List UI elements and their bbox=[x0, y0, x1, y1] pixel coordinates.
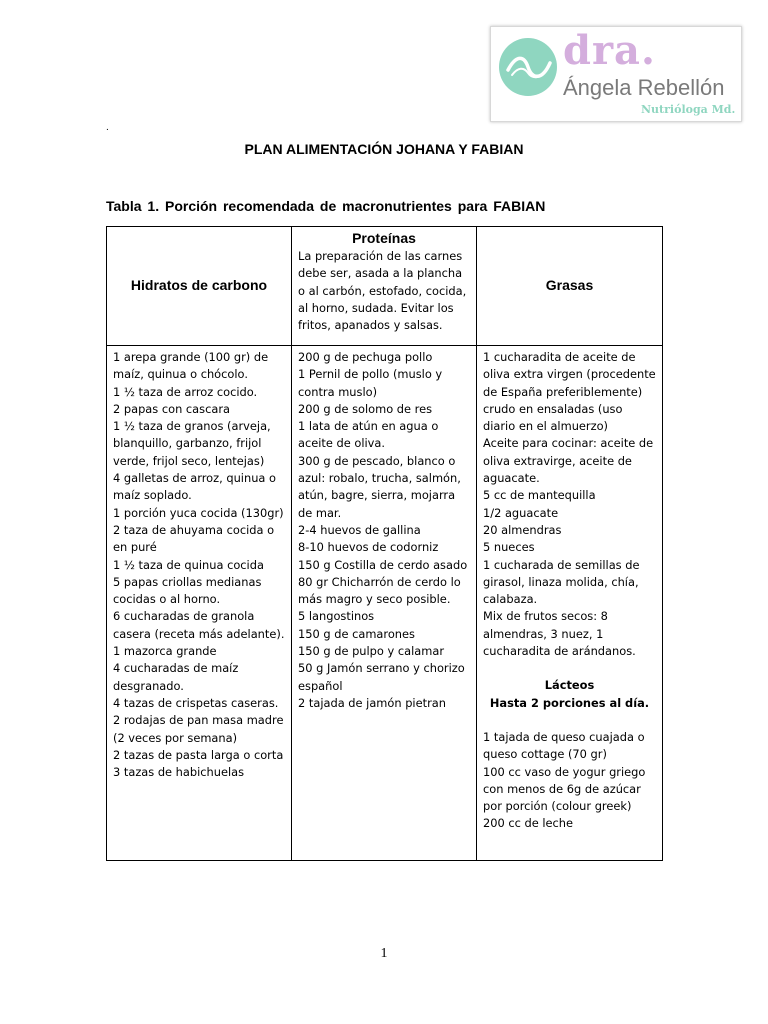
table-caption: Tabla 1. Porción recomendada de macronutrientes para FABIAN bbox=[106, 198, 546, 214]
spacer bbox=[483, 712, 656, 729]
list-item: 1 cucharadita de aceite de oliva extra virgen (procedente de España preferiblemente) crudo en ensaladas (uso diario en el almuerzo) bbox=[483, 350, 656, 434]
header-fats: Grasas bbox=[477, 227, 663, 346]
list-item: 50 g Jamón serrano y chorizo español bbox=[298, 661, 465, 693]
list-item: 300 g de pescado, blanco o azul: robalo, trucha, salmón, atún, bagre, sierra, mojarra de mar. bbox=[298, 453, 461, 520]
list-item: 1 mazorca grande bbox=[113, 644, 217, 659]
list-item: 80 gr Chicharrón de cerdo lo más magro y seco posible. bbox=[298, 574, 461, 607]
carbs-cell bbox=[107, 346, 292, 861]
document-title: PLAN ALIMENTACIÓN JOHANA Y FABIAN bbox=[244, 141, 524, 157]
list-item: 2-4 huevos de gallina bbox=[298, 522, 421, 537]
logo bbox=[490, 26, 742, 122]
list-item: 1 lata de atún en agua o aceite de oliva. bbox=[298, 419, 439, 451]
macronutrient-table bbox=[106, 226, 663, 861]
list-item: 150 g Costilla de cerdo asado bbox=[298, 557, 468, 572]
list-item: 1/2 aguacate bbox=[483, 505, 559, 520]
stray-dot: . bbox=[106, 122, 109, 133]
list-item: 1 Pernil de pollo (muslo y contra muslo) bbox=[298, 367, 443, 399]
list-item: 150 g de camarones bbox=[298, 626, 415, 641]
page-number: 1 bbox=[380, 946, 388, 961]
logo-wave-icon bbox=[498, 37, 558, 97]
list-item: 4 cucharadas de maíz desgranado. bbox=[113, 661, 239, 693]
list-item: 2 tazas de pasta larga o corta bbox=[113, 747, 284, 762]
list-item: 5 nueces bbox=[483, 540, 535, 555]
header-proteins-title: Proteínas bbox=[352, 230, 416, 246]
logo-brand: dra. bbox=[563, 27, 656, 74]
list-item: 1 porción yuca cocida (130gr) bbox=[113, 505, 284, 520]
list-item: Mix de frutos secos: 8 almendras, 3 nuez, 1 cucharadita de arándanos. bbox=[483, 609, 636, 659]
list-item: 1 ½ taza de quinua cocida bbox=[113, 557, 264, 572]
list-item: 100 cc vaso de yogur griego con menos de 6g de azúcar por porción (colour greek) bbox=[483, 764, 646, 814]
list-item: 2 papas con cascara bbox=[113, 401, 230, 416]
list-item: Aceite para cocinar: aceite de oliva extravirge, aceite de aguacate. bbox=[483, 436, 654, 486]
list-item: 5 langostinos bbox=[298, 609, 375, 624]
dairy-title: Lácteos bbox=[544, 678, 595, 693]
logo-name: Ángela Rebellón bbox=[563, 75, 725, 100]
proteins-preparation-note: La preparación de las carnes debe ser, asada a la plancha o al carbón, estofado, cocida, al horno, sudada. Evitar los fritos, apanados y salsas. bbox=[298, 249, 467, 333]
list-item: 150 g de pulpo y calamar bbox=[298, 644, 445, 659]
table-header-row bbox=[107, 227, 663, 346]
list-item: 2 tajada de jamón pietran bbox=[298, 695, 446, 710]
list-item: 2 taza de ahuyama cocida o en puré bbox=[113, 522, 275, 555]
table-body-row bbox=[107, 346, 663, 861]
fats-cell bbox=[477, 346, 663, 861]
list-item: 4 galletas de arroz, quinua o maíz soplado. bbox=[113, 471, 276, 503]
list-item: 1 arepa grande (100 gr) de maíz, quinua o chócolo. bbox=[113, 350, 269, 382]
list-item: 1 cucharada de semillas de girasol, linaza molida, chía, calabaza. bbox=[483, 557, 640, 607]
logo-subtitle: Nutrióloga Md. bbox=[641, 103, 736, 116]
list-item: 2 rodajas de pan masa madre (2 veces por semana) bbox=[113, 713, 284, 745]
list-item: 6 cucharadas de granola casera (receta más adelante). bbox=[113, 609, 285, 641]
list-item: 200 cc de leche bbox=[483, 816, 574, 831]
list-item: 1 ½ taza de arroz cocido. bbox=[113, 384, 258, 399]
header-carbs: Hidratos de carbono bbox=[107, 227, 292, 346]
spacer bbox=[483, 660, 656, 677]
list-item: 5 papas criollas medianas cocidas o al horno. bbox=[113, 574, 262, 607]
list-item: 3 tazas de habichuelas bbox=[113, 765, 245, 780]
header-proteins bbox=[292, 227, 477, 346]
list-item: 200 g de pechuga pollo bbox=[298, 350, 433, 364]
dairy-subtitle: Hasta 2 porciones al día. bbox=[489, 695, 650, 710]
list-item: 20 almendras bbox=[483, 522, 562, 537]
list-item: 200 g de solomo de res bbox=[298, 401, 433, 416]
list-item: 4 tazas de crispetas caseras. bbox=[113, 695, 279, 710]
list-item: 8-10 huevos de codorniz bbox=[298, 540, 439, 555]
proteins-cell bbox=[292, 346, 477, 861]
list-item: 1 ½ taza de granos (arveja, blanquillo, garbanzo, frijol verde, frijol seco, lentejas) bbox=[113, 419, 271, 468]
list-item: 1 tajada de queso cuajada o queso cottage (70 gr) bbox=[483, 729, 645, 762]
list-item: 5 cc de mantequilla bbox=[483, 488, 596, 503]
